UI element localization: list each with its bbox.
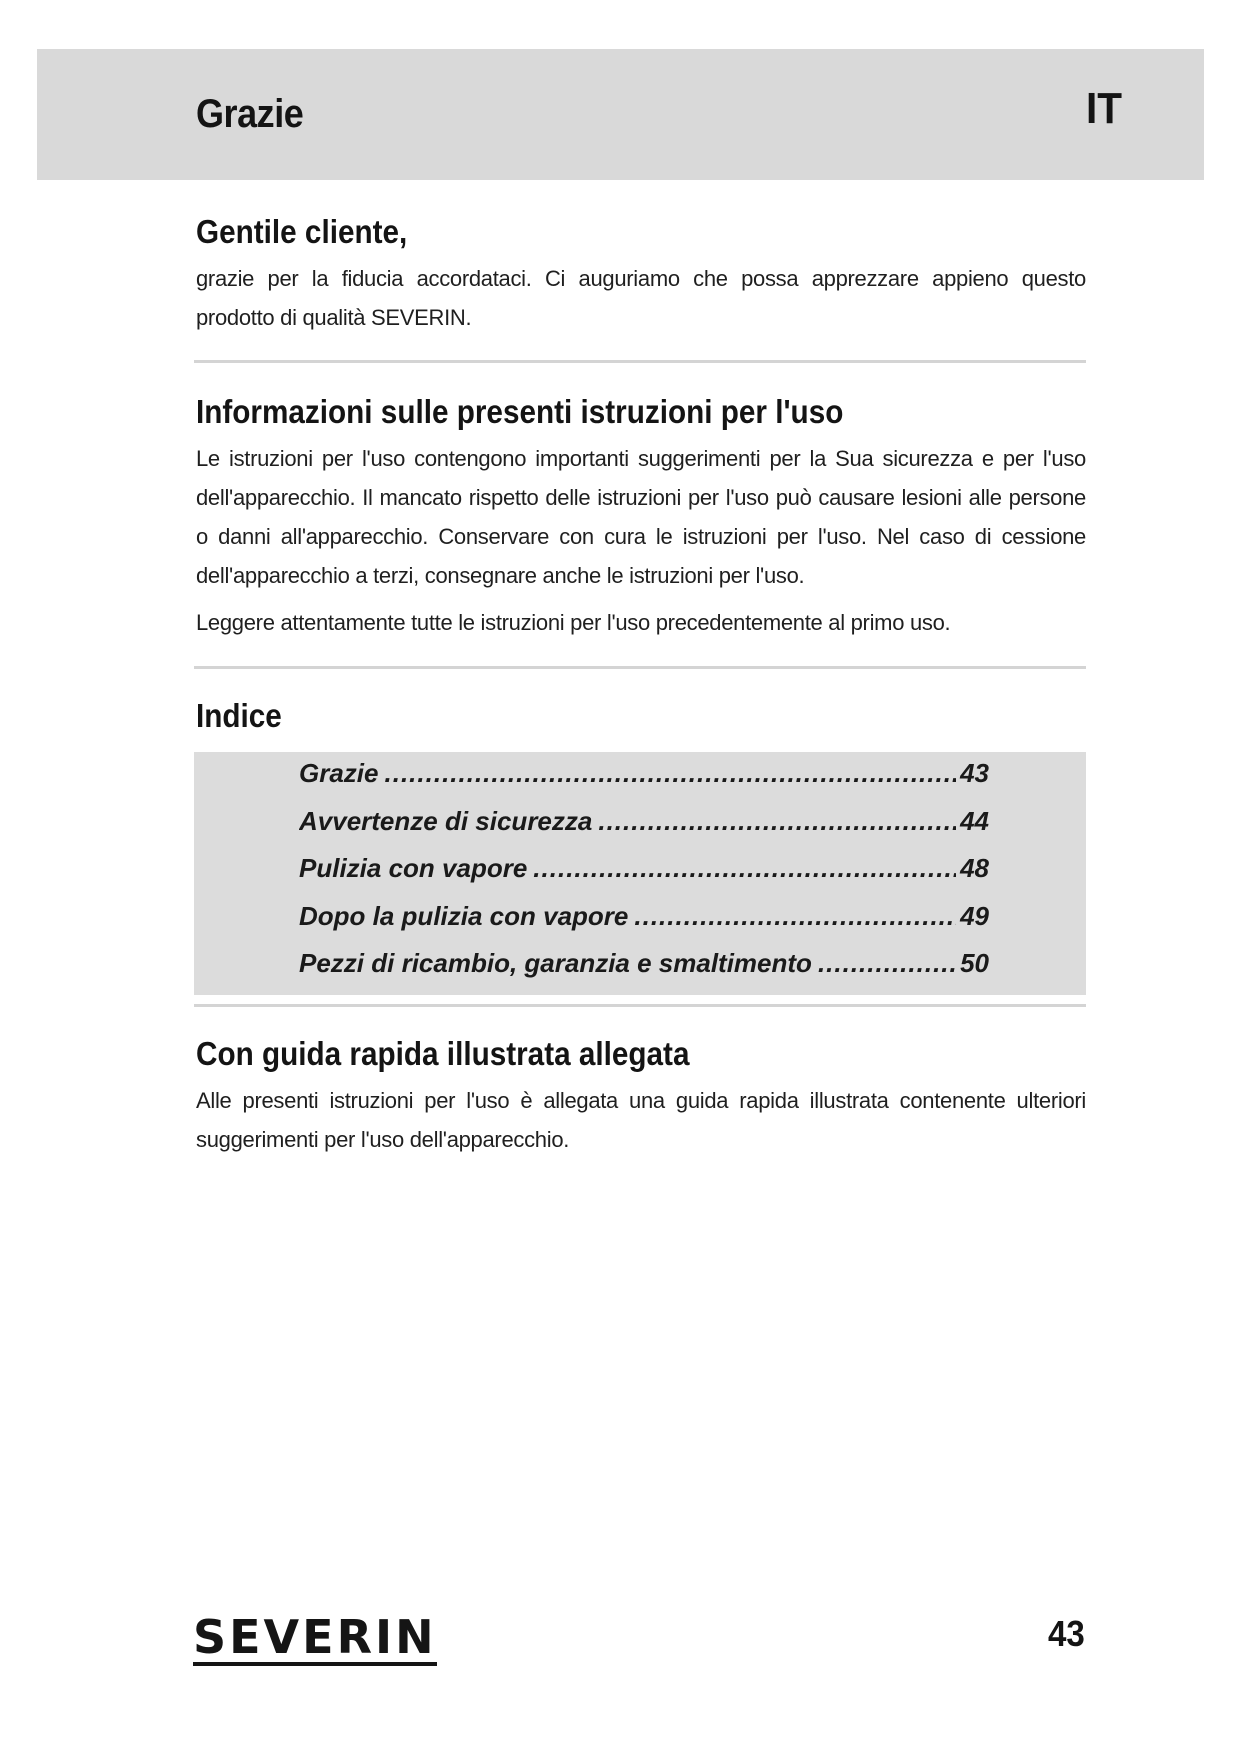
section-heading-instructions: Informazioni sulle presenti istruzioni per l'uso <box>196 393 844 430</box>
toc-entry[interactable] <box>299 901 989 949</box>
toc-entry-label: Pulizia con vapore <box>299 853 528 883</box>
toc-entry[interactable] <box>299 806 989 854</box>
toc-leader-dots <box>533 853 956 884</box>
toc-entry-label: Pezzi di ricambio, garanzia e smaltimento <box>299 948 812 978</box>
quick-guide-paragraph: Alle presenti istruzioni per l'uso è allegata una guida rapida illustrata contenente ulteriori suggerimenti per l'uso dell'apparecchio. <box>196 1088 1086 1152</box>
section-heading-quick-guide: Con guida rapida illustrata allegata <box>196 1035 690 1072</box>
toc-entry[interactable] <box>299 758 989 806</box>
section-greeting <box>196 213 1086 337</box>
toc-entry[interactable] <box>299 853 989 901</box>
instructions-paragraph: Le istruzioni per l'uso contengono importanti suggerimenti per la Sua sicurezza e per l'uso dell'apparecchio. Il mancato rispetto delle istruzioni per l'uso può causare lesioni alle persone o danni all'apparecchio. Conservare con cura le istruzioni per l'uso. Nel caso di cessione dell'apparecchio a terzi, consegnare anche le istruzioni per l'uso. <box>196 446 1086 588</box>
toc-leader-dots <box>634 901 956 932</box>
toc-entry-label: Avvertenze di sicurezza <box>299 805 593 836</box>
instructions-paragraph: Leggere attentamente tutte le istruzioni per l'uso precedentemente al primo uso. <box>196 610 951 635</box>
language-code: IT <box>1086 84 1122 133</box>
toc-entry-label: Grazie <box>299 758 379 788</box>
greeting-paragraph: grazie per la fiducia accordataci. Ci auguriamo che possa apprezzare appieno questo prodotto di qualità SEVERIN. <box>196 266 1086 330</box>
section-heading-index: Indice <box>196 697 282 734</box>
brand-logo: SEVERIN <box>193 1610 437 1664</box>
section-heading-greeting: Gentile cliente, <box>196 213 408 250</box>
toc-leader-dots <box>818 948 956 979</box>
section-divider <box>194 1004 1086 1007</box>
toc-entry-page: 49 <box>960 900 989 931</box>
section-index <box>196 697 1086 735</box>
section-divider <box>194 360 1086 363</box>
toc-entry-page: 43 <box>960 758 989 788</box>
section-divider <box>194 666 1086 669</box>
toc-entry[interactable] <box>299 948 989 996</box>
table-of-contents <box>299 758 989 996</box>
toc-leader-dots <box>385 758 957 789</box>
toc-entry-page: 48 <box>960 853 989 883</box>
toc-leader-dots <box>598 806 956 837</box>
toc-entry-label: Dopo la pulizia con vapore <box>299 900 629 931</box>
page-number: 43 <box>1048 1613 1085 1654</box>
toc-entry-page: 44 <box>960 805 989 836</box>
toc-entry-page: 50 <box>960 948 989 978</box>
section-quick-guide <box>196 1035 1086 1159</box>
page-title: Grazie <box>196 92 304 136</box>
section-instructions-info <box>196 393 1086 642</box>
